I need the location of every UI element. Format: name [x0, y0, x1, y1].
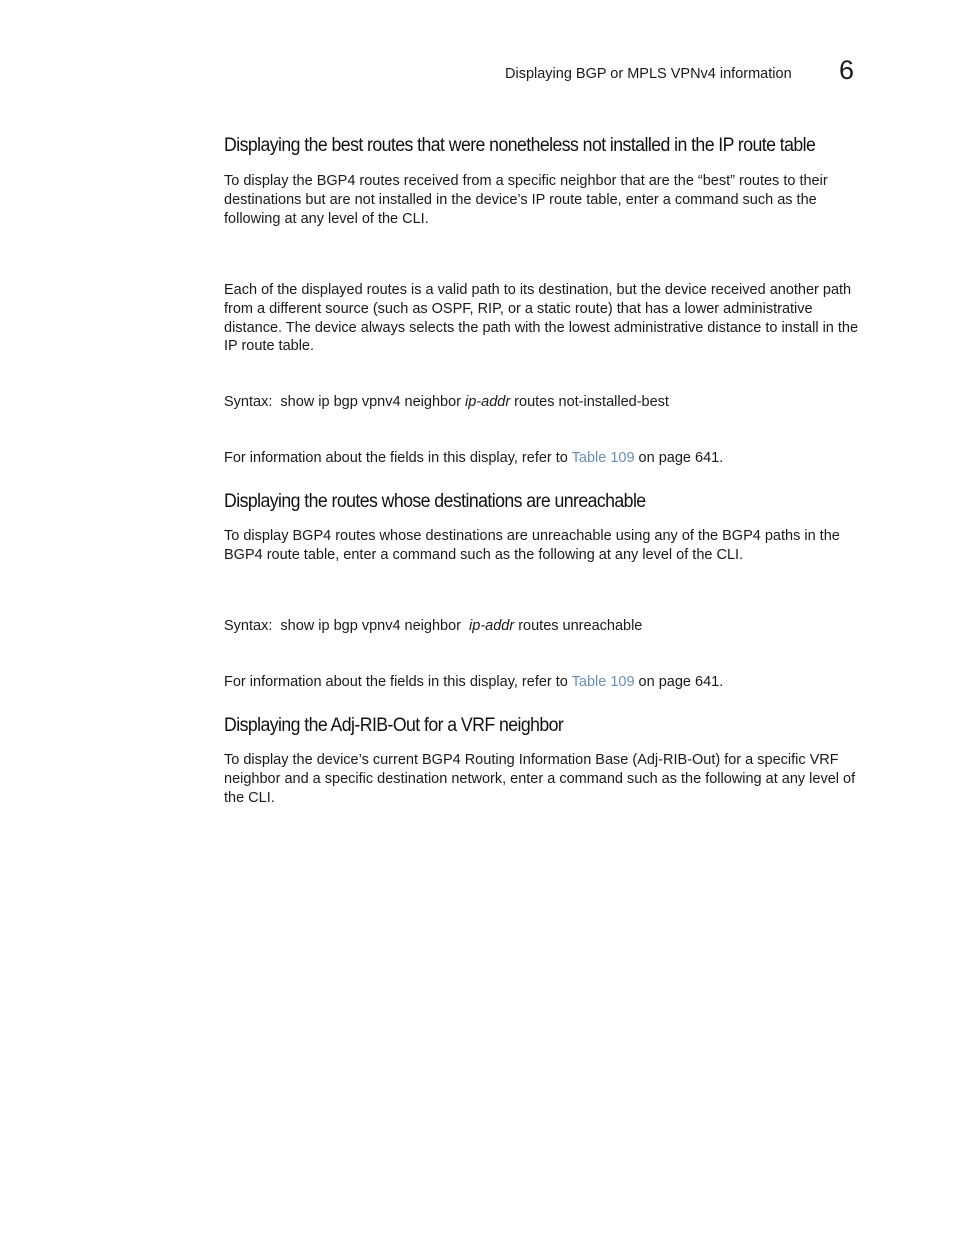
syntax-command: Syntax: show ip bgp vpnv4 neighbor [224, 618, 470, 634]
section2-reference-line [224, 673, 723, 692]
section2-syntax-line [224, 617, 642, 636]
section-heading-unreachable-routes: Displaying the routes whose destinations are unreachable [224, 491, 646, 512]
reference-text: For information about the fields in this display, refer to [224, 450, 572, 466]
reference-page: on page 641. [634, 450, 724, 466]
running-header-title: Displaying BGP or MPLS VPNv4 information [505, 66, 792, 82]
table-109-link[interactable]: Table 109 [571, 674, 635, 690]
reference-text: For information about the fields in this display, refer to [224, 674, 572, 690]
table-109-link[interactable]: Table 109 [571, 450, 635, 466]
syntax-command: Syntax: show ip bgp vpnv4 neighbor [224, 394, 466, 410]
syntax-parameter: ip-addr [469, 618, 515, 634]
section-heading-adj-rib-out: Displaying the Adj-RIB-Out for a VRF neighbor [224, 715, 564, 736]
section1-intro-paragraph: To display the BGP4 routes received from a specific neighbor that are the “best” routes to their destinations but are not installed in the device’s IP route table, enter a command such as the following at any level of the CLI. [224, 173, 828, 227]
syntax-keyword: routes unreachable [514, 618, 643, 634]
section3-intro-paragraph: To display the device’s current BGP4 Routing Information Base (Adj-RIB-Out) for a specific VRF neighbor and a specific destination network, enter a command such as the following at any level of the CLI. [224, 752, 856, 806]
section-heading-best-routes-not-installed: Displaying the best routes that were nonetheless not installed in the IP route table [224, 135, 816, 156]
section2-intro-paragraph: To display BGP4 routes whose destinations are unreachable using any of the BGP4 paths in the BGP4 route table, enter a command such as the following at any level of the CLI. [224, 528, 840, 563]
chapter-number: 6 [839, 55, 855, 85]
section1-reference-line [224, 449, 723, 468]
section1-explanation-paragraph: Each of the displayed routes is a valid path to its destination, but the device received another path from a different source (such as OSPF, RIP, or a static route) that has a lower administrative distance. The device always selects the path with the lowest administrative distance to install in the IP route table. [224, 282, 859, 355]
reference-page: on page 641. [634, 674, 724, 690]
syntax-parameter: ip-addr [465, 394, 511, 410]
section1-syntax-line [224, 393, 669, 412]
syntax-keyword: routes not-installed-best [510, 394, 669, 410]
